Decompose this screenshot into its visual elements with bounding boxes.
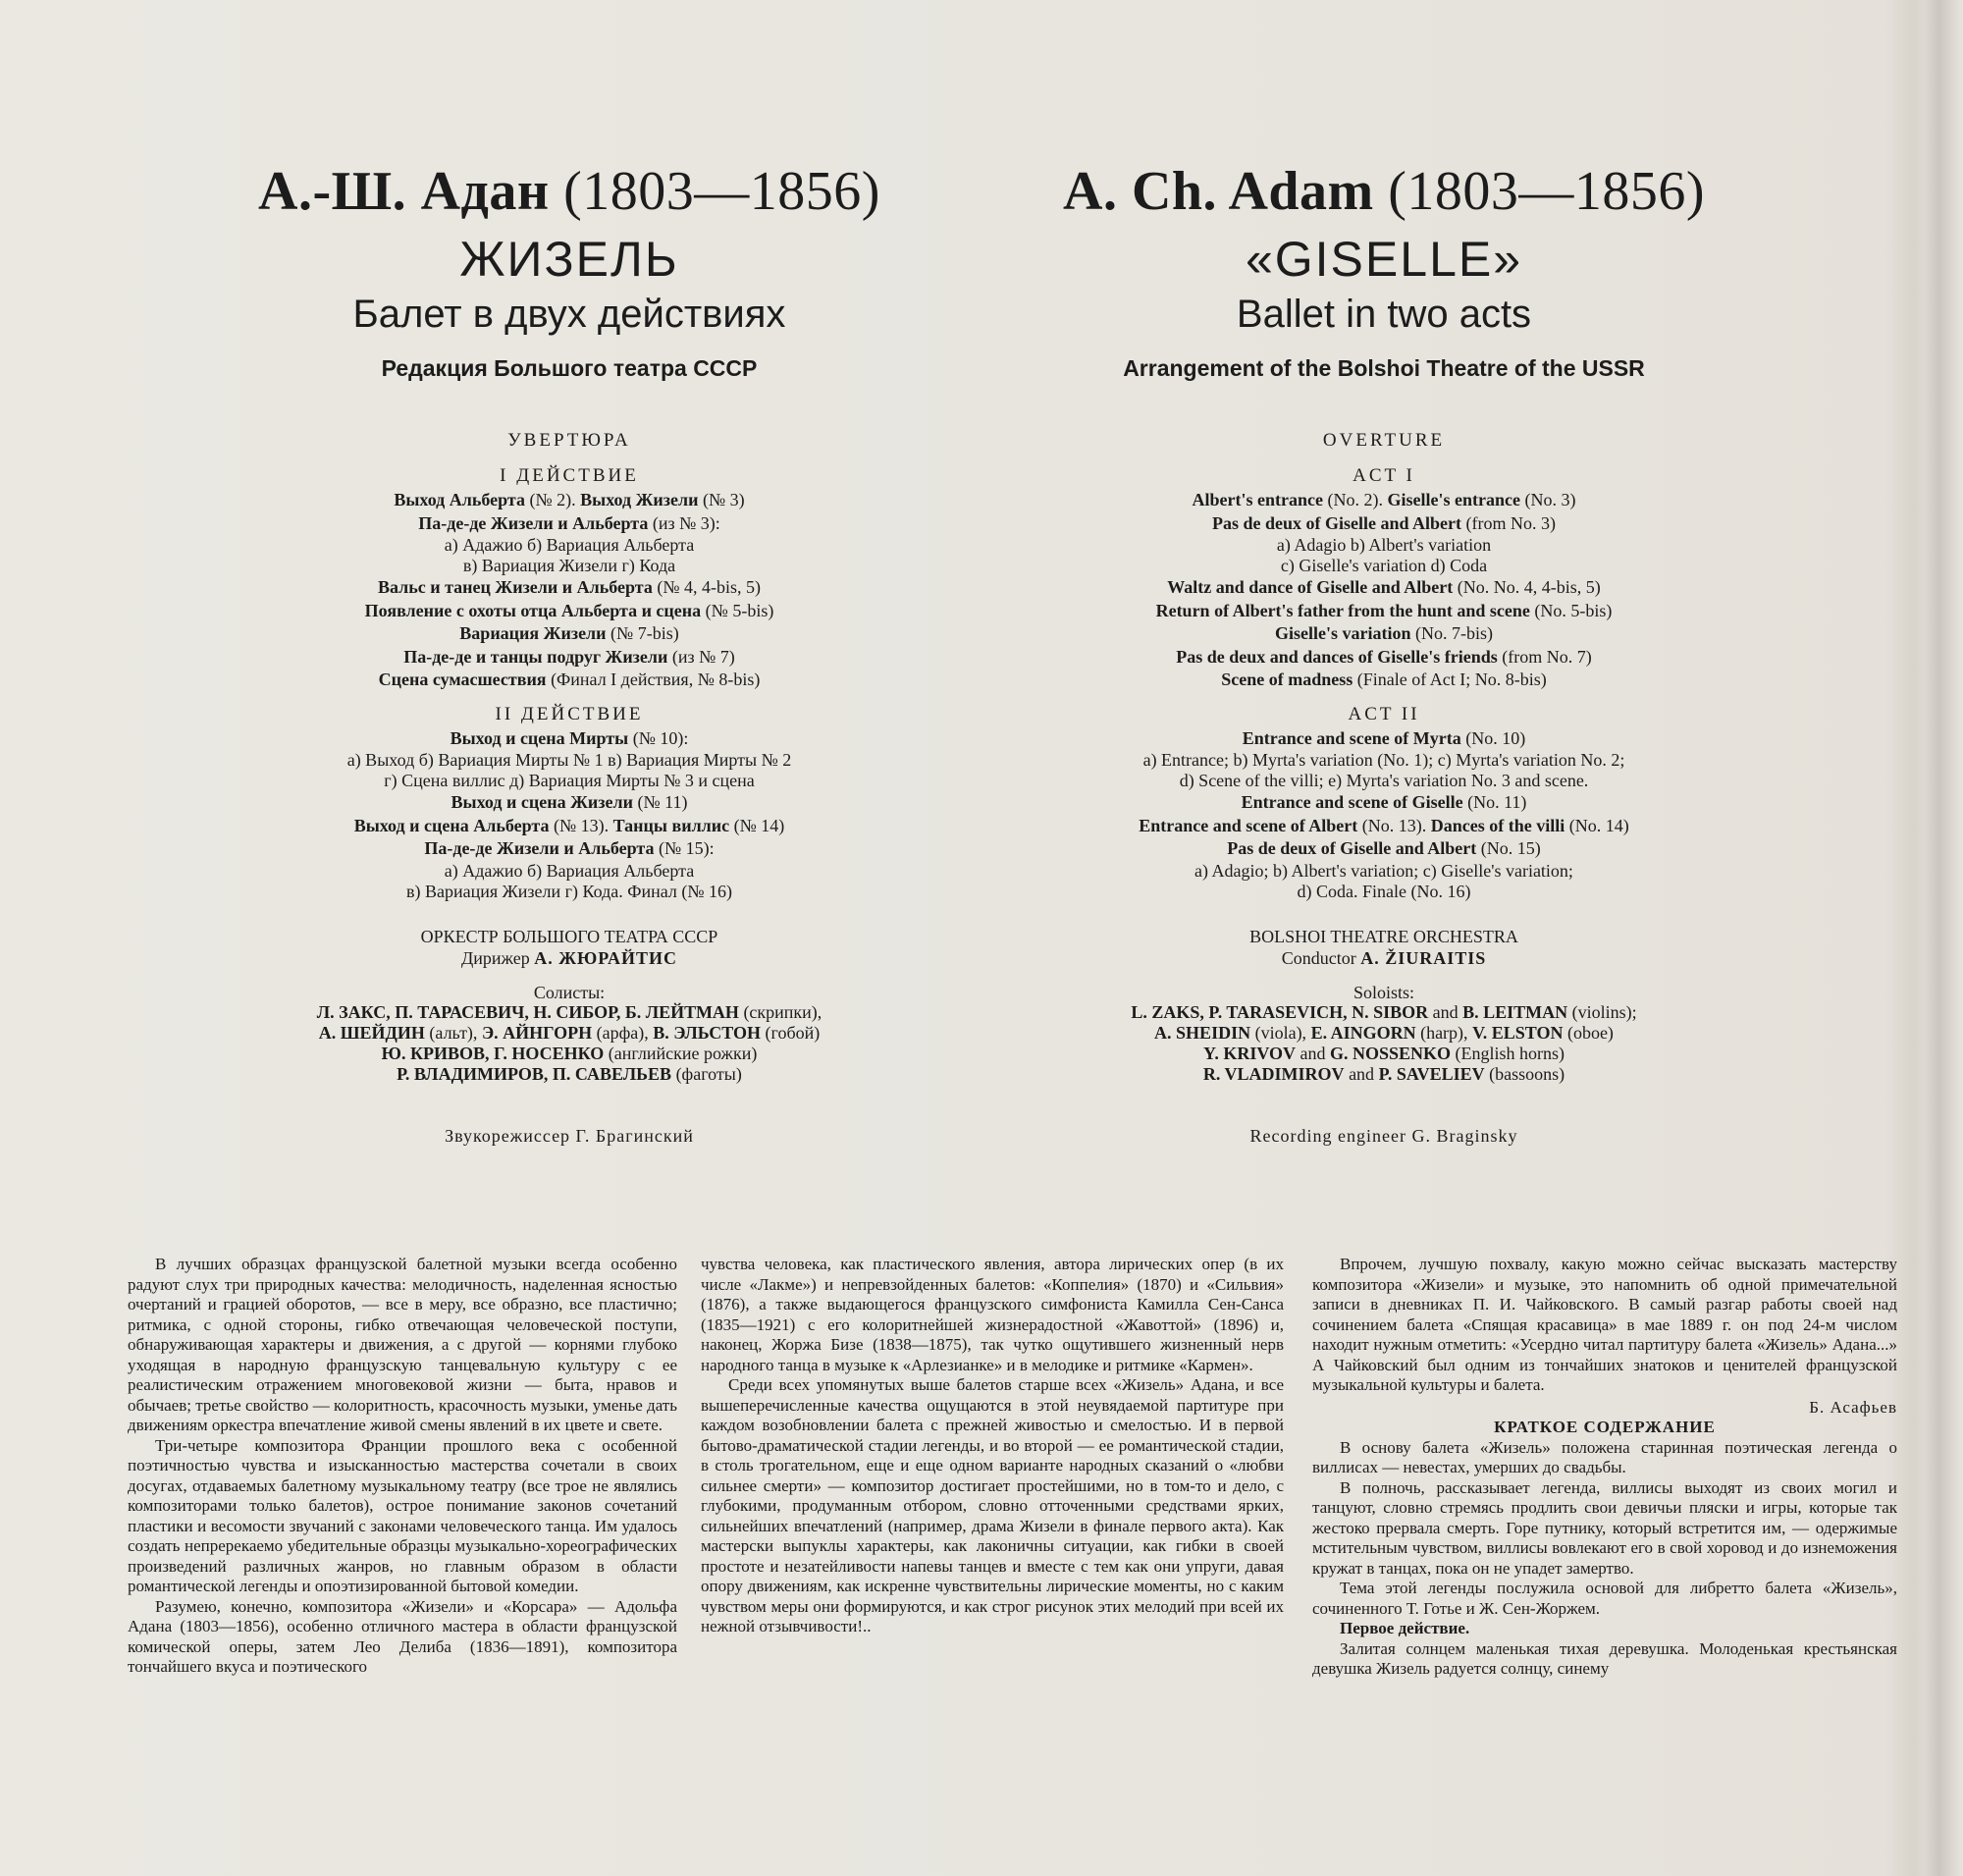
en-act1-item-title: Waltz and dance of Giselle and Albert (1167, 577, 1454, 597)
essay-column-2 (701, 1255, 1284, 1637)
en-soloist-names: L. ZAKS, P. TARASEVICH, N. SIBOR (1131, 1001, 1429, 1022)
ru-conductor-name: А. ЖЮРАЙТИС (534, 947, 677, 968)
ru-act1-item-num: (№ 7-bis) (606, 623, 679, 643)
ru-act1-item-title: Выход Жизели (580, 490, 699, 509)
en-soloist-instrument: (harp), (1415, 1022, 1473, 1043)
ru-act2-item-num: (№ 10): (628, 727, 689, 748)
en-soloist-names: G. NOSSENKO (1329, 1043, 1452, 1063)
ru-years: (1803—1856) (563, 161, 880, 222)
ru-soloist-instrument: (фаготы) (671, 1063, 742, 1084)
en-years: (1803—1856) (1388, 161, 1705, 222)
ru-soloist-instrument: (английские рожки) (604, 1043, 758, 1063)
en-title: «GISELLE» (1245, 232, 1523, 287)
ru-act1-item-title: Па-де-де Жизели и Альберта (418, 512, 649, 533)
en-soloist-line (1011, 1044, 1757, 1064)
ru-act2-subitem: в) Вариация Жизели г) Кода. Финал (№ 16) (405, 881, 733, 901)
ru-title: ЖИЗЕЛЬ (459, 232, 679, 287)
ru-soloist-names: Р. ВЛАДИМИРОВ, П. САВЕЛЬЕВ (397, 1063, 672, 1084)
ru-conductor (196, 947, 942, 969)
en-act2-item-num: (No. 10) (1460, 727, 1526, 748)
en-soloist-names: B. LEITMAN (1462, 1001, 1568, 1022)
essay-paragraph: Разумею, конечно, композитора «Жизели» и «Корсара» — Адольфа Адана (1803—1856), особенно отличного мастера в области французской комической оперы, затем Лео Делиба (1836—1891), композитора тончайшего вкуса и поэтического (128, 1596, 677, 1676)
ru-act2-item-title: Выход и сцена Жизели (451, 792, 633, 812)
en-soloist-names: V. ELSTON (1472, 1022, 1564, 1043)
ru-act1-item-title: Па-де-де и танцы подруг Жизели (403, 646, 668, 667)
en-subtitle: Ballet in two acts (1236, 293, 1532, 336)
en-act2-subitem: d) Scene of the villi; e) Myrta's variation No. 3 and scene. (1179, 771, 1589, 790)
en-orchestra: BOLSHOI THEATRE ORCHESTRA (1249, 926, 1518, 946)
essay-paragraph: Три-четыре композитора Франции прошлого века с особенной поэтичностью чувства и изысканностью мастерства сочетали в своих досугах, отдаваемых балетному музыкальному театру (все трое не являлись композиторами только балетов), острое понимание законов сочетаний пластики и весомости звучаний с законами человеческого танца. Им удалось создать непререкаемо убедительные образцы музыкально-хореографических произведений различных жанров, но главным образом в области романтической легенды и опоэтизированной бытовой комедии. (128, 1435, 677, 1595)
ru-act1-item (196, 669, 942, 692)
ru-soloist-names: В. ЭЛЬСТОН (653, 1022, 762, 1043)
en-soloist-instrument: (oboe) (1563, 1022, 1614, 1043)
ru-soloist-instrument: (арфа), (592, 1022, 654, 1043)
en-soloist-connector: and (1295, 1043, 1330, 1063)
en-soloist-line (1011, 1023, 1757, 1044)
ru-soloist-line (196, 1023, 942, 1044)
ru-act2-item-num: (№ 11) (632, 792, 688, 812)
ru-act1-item-title: Сцена сумасшествия (378, 670, 547, 689)
en-act1-item-num: (from No. 7) (1497, 646, 1592, 667)
ru-act1-item (196, 646, 942, 670)
ru-act1-heading: I ДЕЙСТВИЕ (500, 465, 639, 486)
ru-act1-item-num: (из № 7) (667, 646, 735, 667)
en-act2-item (1011, 727, 1757, 751)
essay-paragraph: Среди всех упомянутых выше балетов старше всех «Жизель» Адана, и все вышеперечисленные качества ощущаются в этой неувядаемой партитуре при каждом возобновлении балета с прежней живостью и смелостью. И в первой бытово-драматической стадии легенды, и во второй — ее романтической стадии, в столь трогательном, еще и еще одном варианте народных сказаний о «любви сильнее смерти» — композитор достигает простейшими, но в том-то и дело, с глубокими, продуманным отбором, словно отточенными средствами ярких, сильнейших впечатлений (например, драма Жизели в финале первого акта). Как мастерски выпуклы характеры, как лаконичны ситуации, как гибки в своей простоте и незатейливости напевы танцев и вместе с тем как они упруги, давая опору движениям, как искренне чувствительны лирические моменты, но с каким чувством меры они формируются, и как строг рисунок этих мелодий при всей их нежной отзывчивости!.. (701, 1375, 1284, 1635)
ru-orchestra: ОРКЕСТР БОЛЬШОГО ТЕАТРА СССР (420, 926, 718, 946)
en-soloist-names: R. VLADIMIROV (1202, 1063, 1345, 1084)
en-act1-item-num: (No. 7-bis) (1410, 623, 1493, 643)
en-conductor-name: A. ŽIURAITIS (1360, 947, 1487, 968)
en-act1-item (1011, 622, 1757, 646)
en-soloist-line (1011, 1064, 1757, 1085)
en-soloist-names: P. SAVELIEV (1378, 1063, 1485, 1084)
ru-soloist-names: Э. АЙНГОРН (481, 1022, 593, 1043)
ru-soloist-instrument: (гобой) (761, 1022, 821, 1043)
en-act1-heading: ACT I (1353, 465, 1415, 486)
en-arrangement: Arrangement of the Bolshoi Theatre of the USSR (1123, 355, 1645, 381)
en-soloist-names: E. AINGORN (1310, 1022, 1416, 1043)
en-act2-subitem: d) Coda. Finale (No. 16) (1297, 881, 1471, 901)
en-act2-heading: ACT II (1348, 703, 1420, 724)
en-soloists-label: Soloists: (1353, 982, 1415, 1002)
en-soloist-connector: and (1344, 1063, 1379, 1084)
ru-act1-subitem: а) Адажио б) Вариация Альберта (444, 535, 695, 555)
ru-subtitle: Балет в двух действиях (352, 293, 786, 336)
en-act1-item (1011, 576, 1757, 600)
en-act2-item (1011, 791, 1757, 815)
ru-act1-item-num: (№ 3) (698, 490, 745, 509)
essay-signature: Б. Асафьев (1809, 1397, 1897, 1417)
ru-soloist-instrument: (скрипки), (738, 1001, 822, 1022)
en-conductor (1011, 947, 1757, 969)
en-soloist-instrument: (English horns) (1451, 1043, 1565, 1063)
en-act1-item-num: (No. 3) (1519, 490, 1576, 509)
ru-soloist-line (196, 1044, 942, 1064)
ru-soloist-line (196, 1002, 942, 1023)
ru-soloist-line (196, 1064, 942, 1085)
en-act1-item-title: Return of Albert's father from the hunt and scene (1155, 600, 1530, 620)
en-act2-item-title: Pas de deux of Giselle and Albert (1227, 838, 1477, 858)
summary-paragraph: Залитая солнцем маленькая тихая деревушка. Молоденькая крестьянская девушка Жизель радуется солнцу, синему (1312, 1638, 1897, 1678)
en-conductor-label: Conductor (1281, 947, 1361, 968)
ru-overture: УВЕРТЮРА (507, 430, 631, 451)
en-engineer: Recording engineer G. Braginsky (1249, 1125, 1518, 1146)
ru-act1-item-num: (№ 2). (525, 490, 581, 509)
en-act2-item-num: (No. 14) (1565, 815, 1629, 835)
en-act1-item (1011, 600, 1757, 623)
en-soloist-line (1011, 1002, 1757, 1023)
english-credits (1011, 157, 1757, 1147)
en-soloist-instrument: (violins); (1567, 1001, 1637, 1022)
ru-soloist-names: Л. ЗАКС, П. ТАРАСЕВИЧ, Н. СИБОР, Б. ЛЕЙТМАН (316, 1001, 739, 1022)
en-act1-subitem: a) Adagio b) Albert's variation (1276, 535, 1492, 555)
en-act2-item-title: Entrance and scene of Myrta (1242, 727, 1461, 748)
sleeve-edge (1924, 0, 1963, 1876)
en-act1-item-num: (No. 2). (1323, 490, 1388, 509)
ru-act1-item-num: (Финал I действия, № 8-bis) (546, 670, 761, 689)
en-act1-subitem: c) Giselle's variation d) Coda (1280, 556, 1488, 575)
ru-act2-item (196, 791, 942, 815)
essay-paragraph: В лучших образцах французской балетной музыки всегда особенно радуют слух три природных качества: мелодичность, наделенная ясностью очертаний и грацией оборотов, — все в меру, все образно, все пластично; ритмика, с одной стороны, гибко отвечающая человеческой поступи, обнаруживающая характеры и движения, а с другой — корнями глубоко уходящая в народную французскую танцевальную культуру с ее реалистическим отражением многовековой жизни — быта, нравов и обычаев; третье свойство — колоритность, красочность музыки, уменье дать движениям оркестра впечатление живой смены явлений в их цвете и свете. (128, 1255, 677, 1434)
ru-act2-subitem: а) Выход б) Вариация Мирты № 1 в) Вариация Мирты № 2 (346, 750, 792, 770)
ru-act2-heading: II ДЕЙСТВИЕ (495, 703, 644, 724)
ru-act1-item-num: (№ 5-bis) (701, 600, 774, 620)
ru-act2-subitem: а) Адажио б) Вариация Альберта (444, 860, 695, 881)
ru-act1-item (196, 512, 942, 536)
en-soloist-instrument: (bassoons) (1484, 1063, 1565, 1084)
en-soloist-connector: and (1428, 1001, 1463, 1022)
summary-paragraph: Тема этой легенды послужила основой для либретто балета «Жизель», сочиненного Т. Готье и Ж. Сен-Жоржем. (1312, 1579, 1897, 1618)
russian-credits (196, 157, 942, 1147)
summary-heading: КРАТКОЕ СОДЕРЖАНИЕ (1494, 1418, 1716, 1436)
en-act1-item-num: (Finale of Act I; No. 8-bis) (1353, 670, 1547, 689)
ru-soloist-names: А. ШЕЙДИН (318, 1022, 425, 1043)
en-soloist-names: A. SHEIDIN (1154, 1022, 1251, 1043)
ru-engineer: Звукорежиссер Г. Брагинский (445, 1125, 694, 1146)
en-act1-item-title: Giselle's entrance (1387, 490, 1520, 509)
ru-act1-item (196, 600, 942, 623)
ru-act1-item-title: Вариация Жизели (459, 623, 607, 643)
en-act1-item (1011, 646, 1757, 670)
ru-composer-line (196, 157, 942, 226)
en-act2-item-title: Dances of the villi (1430, 815, 1565, 835)
ru-act1-item (196, 622, 942, 646)
ru-act2-item-title: Выход и сцена Альберта (353, 815, 550, 835)
en-act1-item-title: Scene of madness (1221, 670, 1353, 689)
ru-act2-item (196, 727, 942, 751)
ru-act2-item-num: (№ 13). (549, 815, 613, 835)
essay-column-3 (1312, 1255, 1897, 1680)
en-act1-item-num: (from No. 3) (1461, 512, 1556, 533)
ru-soloist-instrument: (альт), (424, 1022, 482, 1043)
en-act2-item-num: (No. 11) (1462, 792, 1527, 812)
en-soloist-names: Y. KRIVOV (1202, 1043, 1296, 1063)
ru-soloist-names: Ю. КРИВОВ, Г. НОСЕНКО (381, 1043, 605, 1063)
en-act2-subitem: a) Adagio; b) Albert's variation; c) Giselle's variation; (1194, 860, 1573, 881)
en-act1-item-title: Albert's entrance (1192, 490, 1323, 509)
en-composer-line (1011, 157, 1757, 226)
en-act2-item-num: (No. 13). (1357, 815, 1431, 835)
en-act2-subitem: a) Entrance; b) Myrta's variation (No. 1); c) Myrta's variation No. 2; (1142, 750, 1625, 770)
en-act2-item (1011, 815, 1757, 838)
ru-composer: А.-Ш. Адан (258, 161, 550, 222)
en-act2-item-num: (No. 15) (1476, 838, 1541, 858)
en-soloist-instrument: (viola), (1250, 1022, 1311, 1043)
ru-act1-item-title: Появление с охоты отца Альберта и сцена (364, 600, 702, 620)
en-act1-item-title: Giselle's variation (1275, 623, 1411, 643)
en-act2-item (1011, 837, 1757, 861)
en-composer: A. Ch. Adam (1063, 161, 1374, 222)
ru-act2-item-title: Выход и сцена Мирты (450, 727, 629, 748)
en-act1-item-title: Pas de deux of Giselle and Albert (1212, 512, 1462, 533)
en-act1-item (1011, 489, 1757, 512)
summary-paragraph: В полночь, рассказывает легенда, виллисы выходят из своих могил и танцуют, словно стремясь продлить свои девичьи пляски и игры, которые так жестоко прервала смерть. Горе путнику, который встретится им, — одержимые мстительным чувством, виллисы вовлекают его в свой хоровод и до изнеможения кружат в танцах, пока он не упадет замертво. (1312, 1477, 1897, 1578)
ru-act2-item (196, 815, 942, 838)
ru-act2-item (196, 837, 942, 861)
ru-soloists-label: Солисты: (533, 982, 606, 1002)
ru-act2-item-num: (№ 14) (729, 815, 785, 835)
essay-column-1 (128, 1255, 677, 1678)
ru-arrangement: Редакция Большого театра СССР (381, 355, 758, 381)
en-act1-item-title: Pas de deux and dances of Giselle's friends (1176, 646, 1498, 667)
en-overture: OVERTURE (1322, 430, 1446, 451)
ru-act1-subitem: в) Вариация Жизели г) Кода (462, 556, 676, 575)
ru-act1-item-title: Выход Альберта (394, 490, 525, 509)
ru-act1-item-num: (из № 3): (648, 512, 720, 533)
en-act2-item-title: Entrance and scene of Albert (1139, 815, 1358, 835)
en-act2-item-title: Entrance and scene of Giselle (1241, 792, 1463, 812)
en-act1-item-num: (No. No. 4, 4-bis, 5) (1453, 577, 1601, 597)
en-act1-item (1011, 669, 1757, 692)
ru-act2-subitem: г) Сцена виллис д) Вариация Мирты № 3 и сцена (384, 771, 755, 790)
en-act1-item (1011, 512, 1757, 536)
ru-act1-item-title: Вальс и танец Жизели и Альберта (377, 577, 653, 597)
essay-paragraph: Впрочем, лучшую похвалу, какую можно сейчас высказать мастерству композитора «Жизели» и музыке, это напомнить об одной примечательной записи в дневниках П. И. Чайковского. В самый разгар работы своей над сочинением балета «Спящая красавица» в мае 1889 г. он под 24-м числом находит нужным отметить: «Усердно читал партитуру балета «Жизель» Адана...» А Чайковский был одним из тончайших знатоков и ценителей французской музыкальной культуры и балета. (1312, 1255, 1897, 1394)
essay-paragraph: чувства человека, как пластического явления, автора лирических опер (в их числе «Лакме») и непревзойденных балетов: «Коппелия» (1870) и «Сильвия» (1876), а также выдающегося французского симфониста Камилла Сен-Санса (1835—1921) с его колоритнейшей жизнерадостной «Жавоттой» (1896) и, наконец, Жоржа Бизе (1838—1875), так чутко ощутившего жизненный нерв народного танца в музыке к «Арлезианке» и в мелодике и ритмике «Кармен». (701, 1255, 1284, 1374)
ru-act1-item-num: (№ 4, 4-bis, 5) (652, 577, 762, 597)
act-heading: Первое действие. (1340, 1619, 1470, 1637)
ru-act1-item (196, 576, 942, 600)
ru-conductor-label: Дирижер (461, 947, 535, 968)
ru-act2-item-title: Танцы виллис (612, 815, 730, 835)
en-act1-item-num: (No. 5-bis) (1529, 600, 1613, 620)
summary-paragraph: В основу балета «Жизель» положена старинная поэтическая легенда о виллисах — невестах, умерших до свадьбы. (1312, 1437, 1897, 1476)
ru-act2-item-num: (№ 15): (654, 838, 715, 858)
ru-act2-item-title: Па-де-де Жизели и Альберта (424, 838, 655, 858)
ru-act1-item (196, 489, 942, 512)
